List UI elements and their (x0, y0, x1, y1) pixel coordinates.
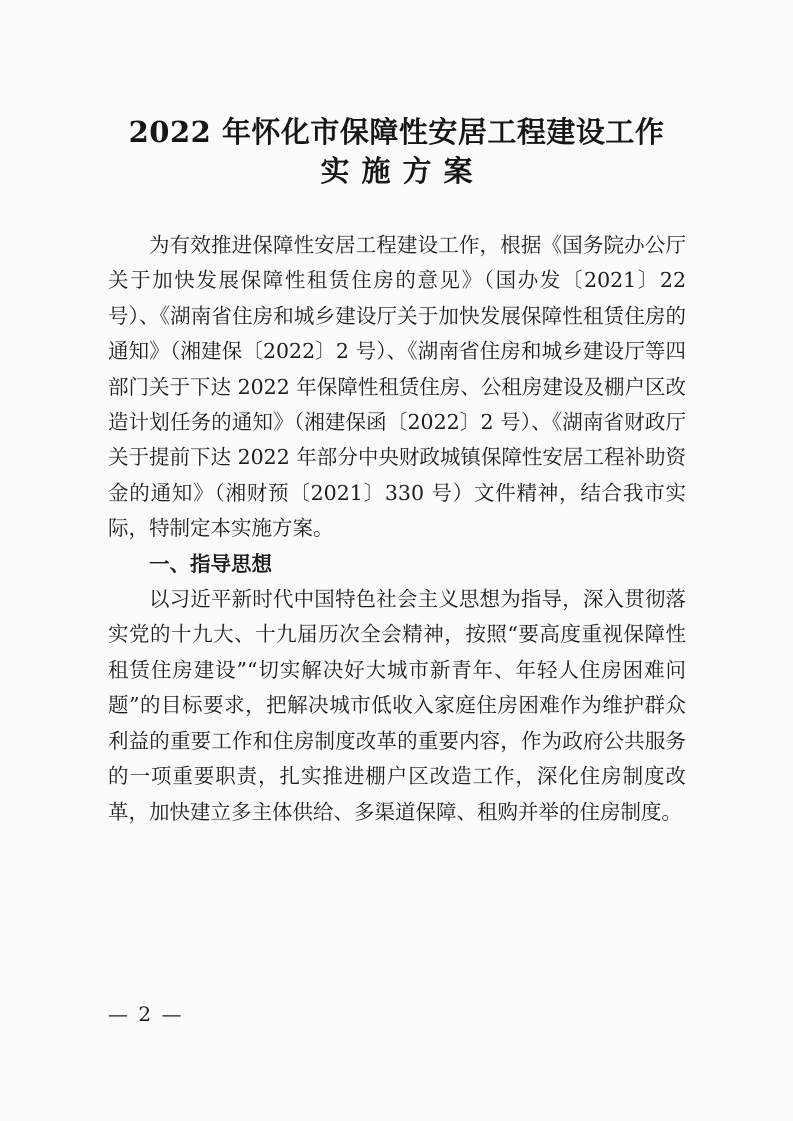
intro-paragraph: 为有效推进保障性安居工程建设工作，根据《国务院办公厅关于加快发展保障性租赁住房的意见》（国办发〔2021〕22号）、《湖南省住房和城乡建设厅关于加快发展保障性租赁住房的通知》（湘建保〔2022〕2 号）、《湖南省住房和城乡建设厅等四部门关于下达 2022 年保障性租赁住房、公租房建设及棚户区改造计划任务的通知》（湘建保函〔2022〕2 号）、《湖南省财政厅关于提前下达 2022 年部分中央财政城镇保障性安居工程补助资金的通知》（湘财预〔2021〕330 号）文件精神，结合我市实际，特制定本实施方案。 (108, 233, 686, 541)
page-number: — 2 — (108, 1002, 184, 1026)
document-body (108, 228, 686, 830)
document-title-line-2: 实施方案 (320, 154, 485, 188)
section-1-heading: 一、指导思想 (149, 551, 272, 576)
section-1-paragraph: 以习近平新时代中国特色社会主义思想为指导，深入贯彻落实党的十九大、十九届历次全会精神，按照“要高度重视保障性租赁住房建设”“切实解决好大城市新青年、年轻人住房困难问题”的目标要求，把解决城市低收入家庭住房困难作为维护群众利益的重要工作和住房制度改革的重要内容，作为政府公共服务的一项重要职责，扎实推进棚户区改造工作，深化住房制度改革，加快建立多主体供给、多渠道保障、租购并举的住房制度。 (108, 587, 686, 824)
document-title-line-1: 2022 年怀化市保障性安居工程建设工作 (128, 115, 665, 149)
